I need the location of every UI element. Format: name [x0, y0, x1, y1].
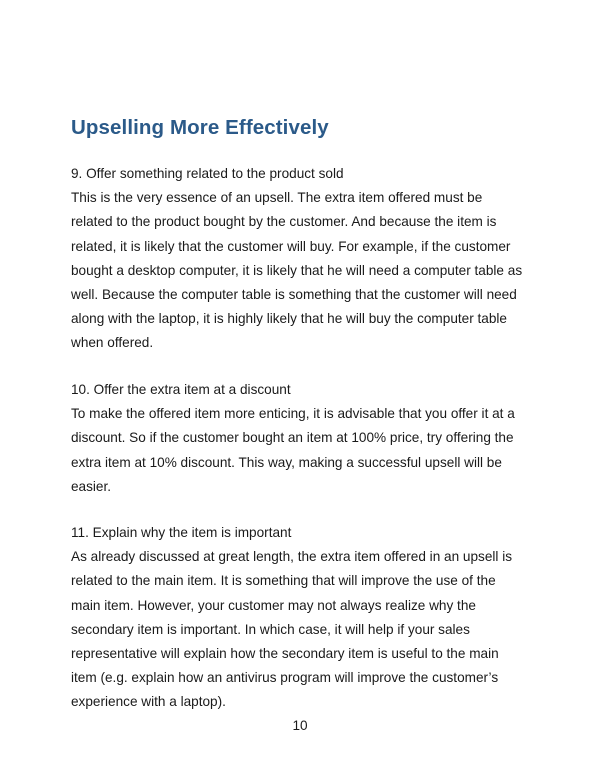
- paragraph-line: experience with a laptop).: [71, 694, 226, 710]
- paragraph-line: extra item at 10% discount. This way, making a successful upsell will be: [71, 454, 502, 470]
- paragraph-line: bought a desktop computer, it is likely that he will need a computer table as: [71, 262, 523, 278]
- paragraph-line: To make the offered item more enticing, it is advisable that you offer it at a: [71, 406, 515, 422]
- section-title: 10. Offer the extra item at a discount: [71, 382, 291, 397]
- paragraph-line: related to the main item. It is something that will improve the use of the: [71, 573, 496, 589]
- paragraph-line: main item. However, your customer may not always realize why the: [71, 597, 476, 613]
- section-10: [71, 378, 541, 499]
- paragraph-line: This is the very essence of an upsell. The extra item offered must be: [71, 190, 483, 206]
- page-number: 10: [292, 718, 308, 733]
- section-title: 11. Explain why the item is important: [71, 525, 292, 540]
- section-9: [71, 162, 541, 356]
- paragraph-line: discount. So if the customer bought an item at 100% price, try offering the: [71, 430, 514, 446]
- paragraph-line: well. Because the computer table is something that the customer will need: [71, 287, 517, 303]
- page-heading: Upselling More Effectively: [71, 116, 329, 139]
- section-title: 9. Offer something related to the product sold: [71, 166, 344, 181]
- paragraph-line: As already discussed at great length, the extra item offered in an upsell is: [71, 549, 513, 565]
- paragraph-line: secondary item is important. In which case, it will help if your sales: [71, 621, 470, 637]
- paragraph-line: related, it is likely that the customer will buy. For example, if the customer: [71, 238, 511, 254]
- section-11: [71, 521, 541, 715]
- paragraph-line: representative will explain how the secondary item is useful to the main: [71, 646, 499, 662]
- paragraph-line: along with the laptop, it is highly likely that he will buy the computer table: [71, 311, 507, 327]
- paragraph-line: related to the product bought by the customer. And because the item is: [71, 214, 497, 230]
- paragraph-line: when offered.: [71, 335, 154, 351]
- paragraph-line: easier.: [71, 478, 112, 494]
- paragraph-line: item (e.g. explain how an antivirus program will improve the customer’s: [71, 670, 499, 686]
